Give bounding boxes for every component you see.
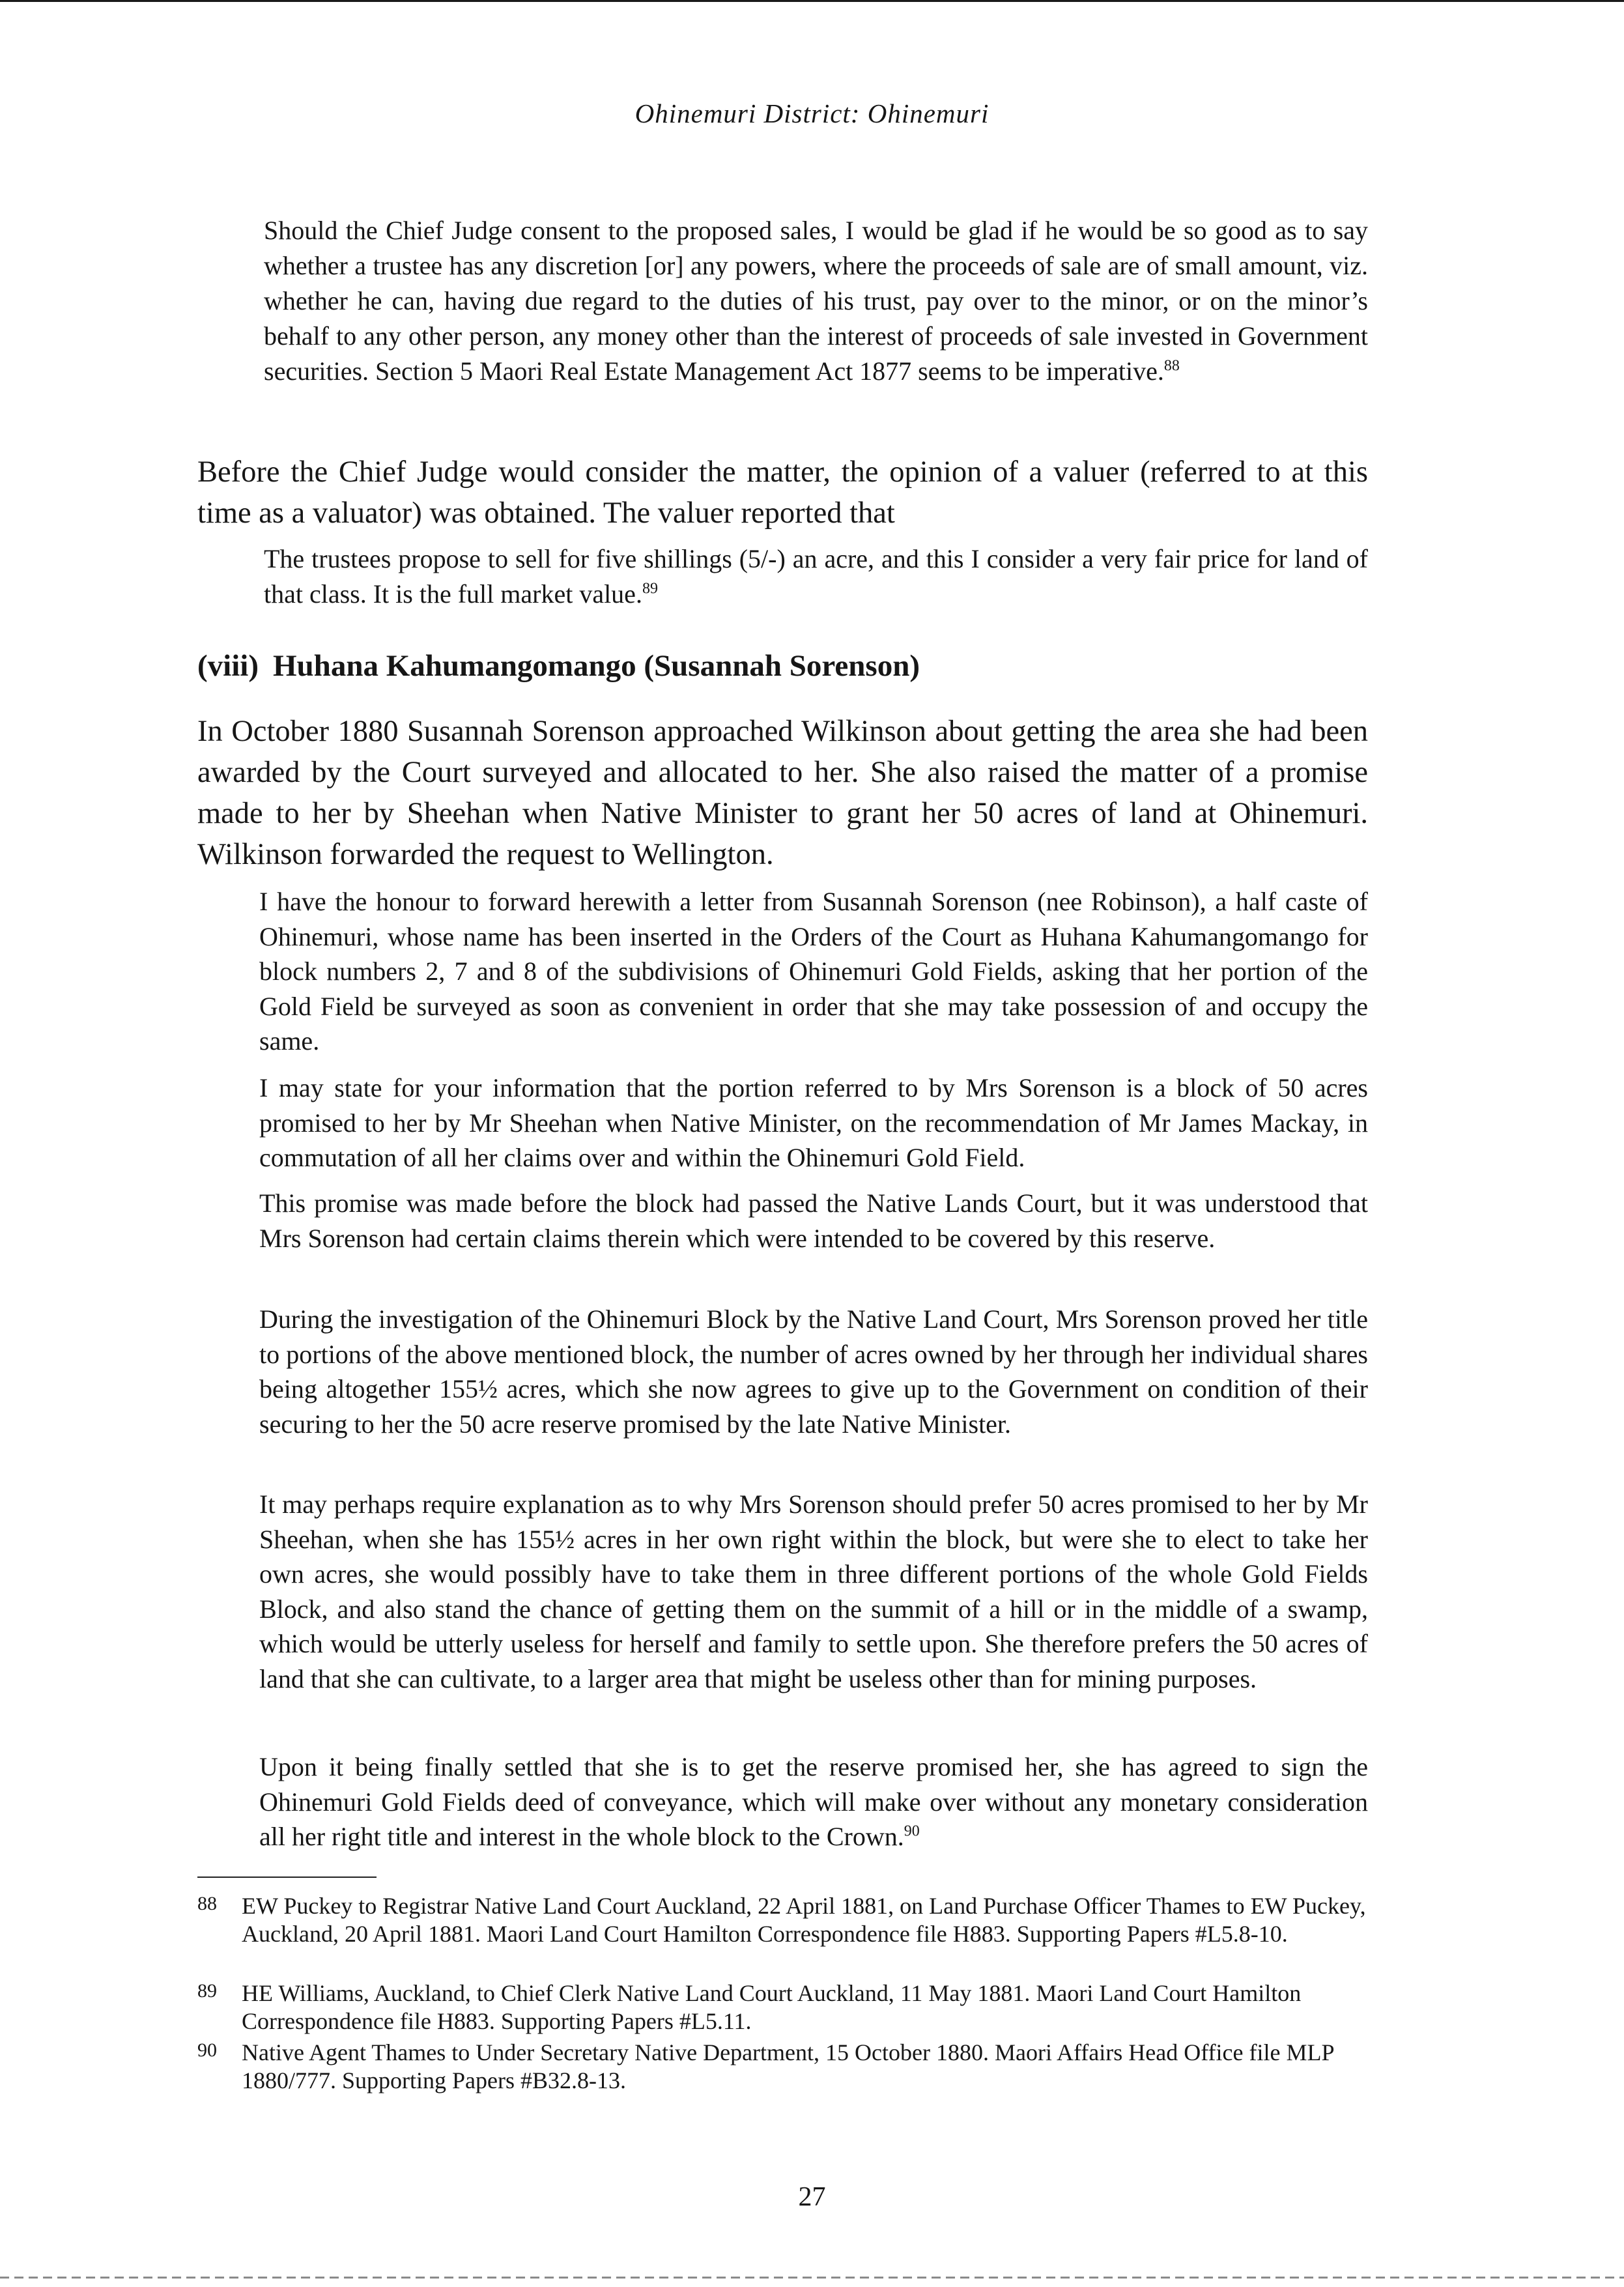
footnote-text: Native Agent Thames to Under Secretary Native Department, 15 October 1880. Maori Affairs Head Office file MLP 1880/777. Supporting Papers #B32.8-13.	[242, 2039, 1334, 2093]
footnote-89	[197, 1979, 1370, 2035]
letter-paragraph-1: I have the honour to forward herewith a letter from Susannah Sorenson (nee Robinson), a half caste of Ohinemuri, whose name has been inserted in the Orders of the Court as Huhana Kahumangomango for block numbers 2, 7 and 8 of the subdivisions of Ohinemuri Gold Fields, asking that her portion of the Gold Field be surveyed as soon as convenient in order that she may take possession of and occupy the same.	[259, 887, 1368, 1056]
letter-paragraph-5: It may perhaps require explanation as to why Mrs Sorenson should prefer 50 acres promised to her by Mr Sheehan, when she has 155½ acres in her own right within the block, but were she to elect to take her own acres, she would possibly have to take them in three different portions of the whole Gold Fields Block, and also stand the chance of getting them on the summit of a hill or in the middle of a swamp, which would be utterly useless for herself and family to settle upon. She therefore prefers the 50 acres of land that she can cultivate, to a larger area that might be useless other than for mining purposes.	[259, 1489, 1368, 1693]
scan-edge-top	[0, 0, 1624, 2]
scan-edge-bottom	[0, 2277, 1624, 2279]
body-paragraph-2: In October 1880 Susannah Sorenson approached Wilkinson about getting the area she had been awarded by the Court surveyed and allocated to her. She also raised the matter of a promise made to her by Sheehan when Native Minister to grant her 50 acres of land at Ohinemuri. Wilkinson forwarded the request to Wellington.	[197, 715, 1368, 871]
section-title: Huhana Kahumangomango (Susannah Sorenson)	[272, 649, 920, 683]
block-quote-1-text: Should the Chief Judge consent to the proposed sales, I would be glad if he would be so good as to say whether a trustee has any discretion [or] any powers, where the proceeds of sale are of small amount, viz. whether he can, having due regard to the duties of his trust, pay over to the minor, or on the minor’s behalf to any other person, any money other than the interest of proceeds of sale invested in Government securities. Section 5 Maori Real Estate Management Act 1877 seems to be imperative.	[264, 216, 1368, 386]
block-quote-1	[264, 213, 1368, 389]
footnote-ref-89[interactable]: 89	[642, 580, 658, 597]
footnote-88	[197, 1892, 1370, 1948]
footnote-ref-88[interactable]: 88	[1163, 357, 1180, 375]
letter-paragraph-6-text: Upon it being finally settled that she is to get the reserve promised her, she has agreed to sign the Ohinemuri Gold Fields deed of conveyance, which will make over without any monetary consideration all her right title and interest in the whole block to the Crown.	[259, 1752, 1368, 1851]
letter-paragraph-6	[259, 1749, 1368, 1854]
block-quote-2-text: The trustees propose to sell for five shillings (5/-) an acre, and this I consider a very fair price for land of that class. It is the full market value.	[264, 544, 1368, 609]
letter-paragraph-3: This promise was made before the block had passed the Native Lands Court, but it was understood that Mrs Sorenson had certain claims therein which were intended to be covered by this reserve.	[259, 1188, 1368, 1253]
footnote-90	[197, 2039, 1370, 2095]
footnote-text: EW Puckey to Registrar Native Land Court Auckland, 22 April 1881, on Land Purchase Officer Thames to EW Puckey, Auckland, 20 April 1881. Maori Land Court Hamilton Correspondence file H883. Supporting Papers #L5.8-10.	[242, 1893, 1366, 1947]
section-number: (viii)	[197, 649, 259, 683]
footnote-text: HE Williams, Auckland, to Chief Clerk Native Land Court Auckland, 11 May 1881. Maori Land Court Hamilton Correspondence file H883. Supporting Papers #L5.11.	[242, 1980, 1302, 2034]
letter-paragraph-2: I may state for your information that the portion referred to by Mrs Sorenson is a block of 50 acres promised to her by Mr Sheehan when Native Minister, on the recommendation of Mr James Mackay, in commutation of all her claims over and within the Ohinemuri Gold Field.	[259, 1073, 1368, 1172]
block-quote-2	[264, 541, 1368, 612]
body-paragraph-1: Before the Chief Judge would consider the matter, the opinion of a valuer (referred to at this time as a valuator) was obtained. The valuer reported that	[197, 455, 1368, 530]
letter-paragraph-4: During the investigation of the Ohinemuri Block by the Native Land Court, Mrs Sorenson proved her title to portions of the above mentioned block, the number of acres owned by her through her individual shares being altogether 155½ acres, which she now agrees to give up to the Government on condition of their securing to her the 50 acre reserve promised by the late Native Minister.	[259, 1304, 1368, 1439]
footnote-ref-90[interactable]: 90	[904, 1822, 920, 1840]
footnote-number: 88	[197, 1893, 217, 1914]
footnote-separator	[197, 1877, 377, 1878]
section-heading	[197, 648, 920, 683]
footnote-number: 89	[197, 1980, 217, 2002]
running-head: Ohinemuri District: Ohinemuri	[634, 98, 990, 128]
page-number: 27	[798, 2182, 826, 2212]
footnote-number: 90	[197, 2039, 217, 2061]
